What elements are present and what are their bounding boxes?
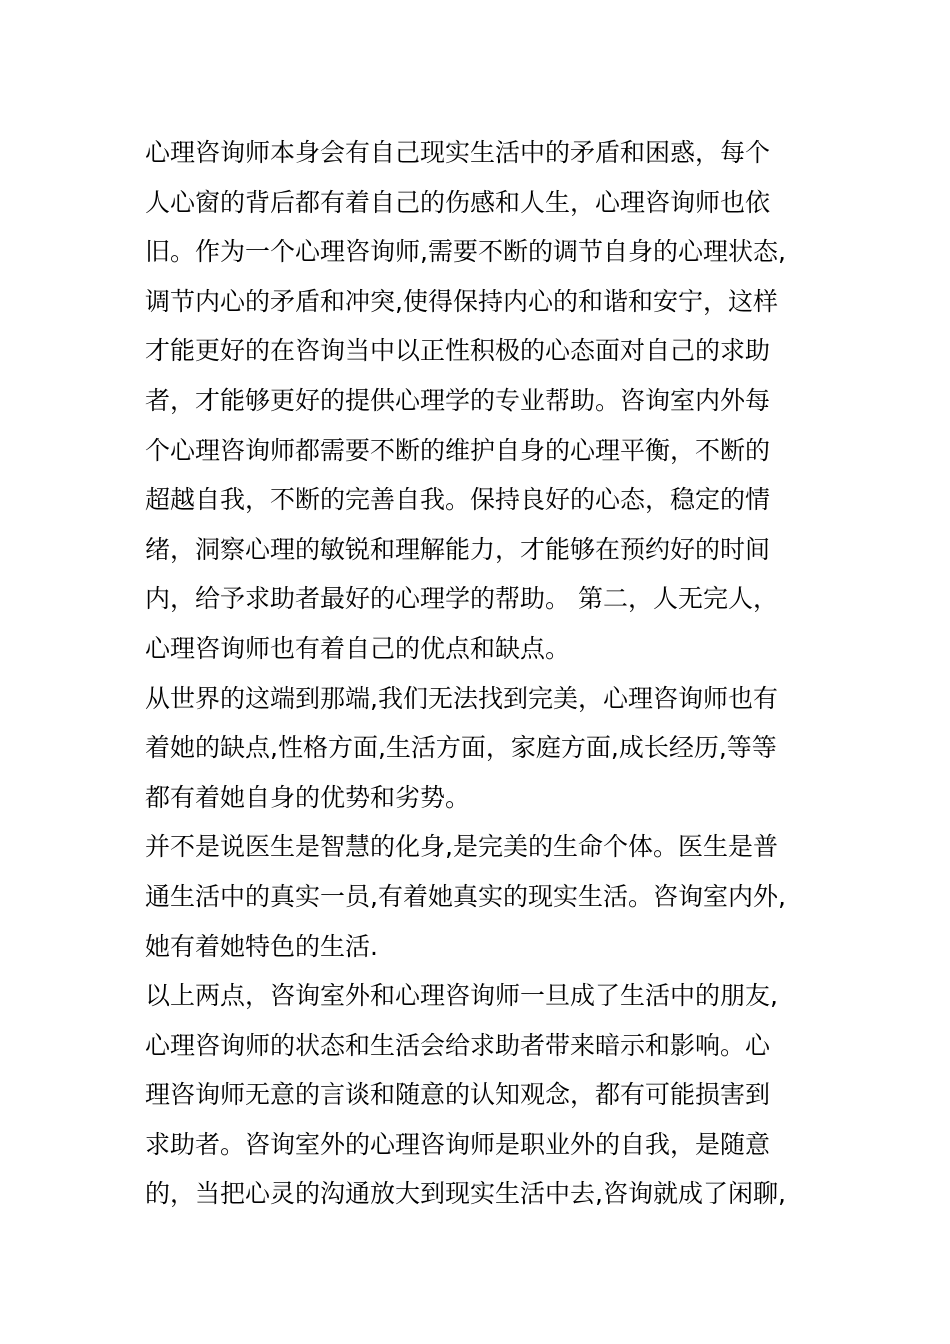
text-line: 超越自我，不断的完善自我。保持良好的心态，稳定的情 — [145, 485, 771, 515]
text-line: 她有着她特色的生活. — [145, 931, 378, 961]
text-line: 以上两点，咨询室外和心理咨询师一旦成了生活中的朋友, — [145, 981, 778, 1011]
text-line: 心理咨询师本身会有自己现实生活中的矛盾和困惑，每个 — [145, 138, 771, 167]
text-line: 求助者。咨询室外的心理咨询师是职业外的自我，是随意 — [145, 1129, 771, 1159]
text-line: 内，给予求助者最好的心理学的帮助。 第二，人无完人， — [145, 584, 778, 614]
document-body — [145, 128, 810, 1219]
text-line: 旧。作为一个心理咨询师,需要不断的调节自身的心理状态, — [145, 237, 786, 267]
text-line: 者，才能够更好的提供心理学的专业帮助。咨询室内外每 — [145, 385, 771, 415]
text-line: 都有着她自身的优势和劣势。 — [145, 782, 471, 812]
text-line: 着她的缺点,性格方面,生活方面，家庭方面,成长经历,等等 — [145, 733, 777, 763]
text-line: 心理咨询师的状态和生活会给求助者带来暗示和影响。心 — [145, 1030, 771, 1060]
text-line: 调节内心的矛盾和冲突,使得保持内心的和谐和安宁，这样 — [145, 286, 778, 316]
text-line: 通生活中的真实一员,有着她真实的现实生活。咨询室内外, — [145, 881, 786, 911]
text-line: 的，当把心灵的沟通放大到现实生活中去,咨询就成了闲聊, — [145, 1179, 786, 1209]
text-line: 人心窗的背后都有着自己的伤感和人生，心理咨询师也依 — [145, 187, 771, 217]
text-line: 理咨询师无意的言谈和随意的认知观念，都有可能损害到 — [145, 1080, 771, 1110]
text-line: 并不是说医生是智慧的化身,是完美的生命个体。医生是普 — [145, 832, 778, 862]
text-line: 绪，洞察心理的敏锐和理解能力，才能够在预约好的时间 — [145, 534, 771, 564]
text-line: 从世界的这端到那端,我们无法找到完美，心理咨询师也有 — [145, 683, 778, 713]
text-line: 个心理咨询师都需要不断的维护自身的心理平衡，不断的 — [145, 435, 771, 465]
text-line: 心理咨询师也有着自己的优点和缺点。 — [145, 633, 571, 663]
text-line: 才能更好的在咨询当中以正性积极的心态面对自己的求助 — [145, 336, 771, 366]
